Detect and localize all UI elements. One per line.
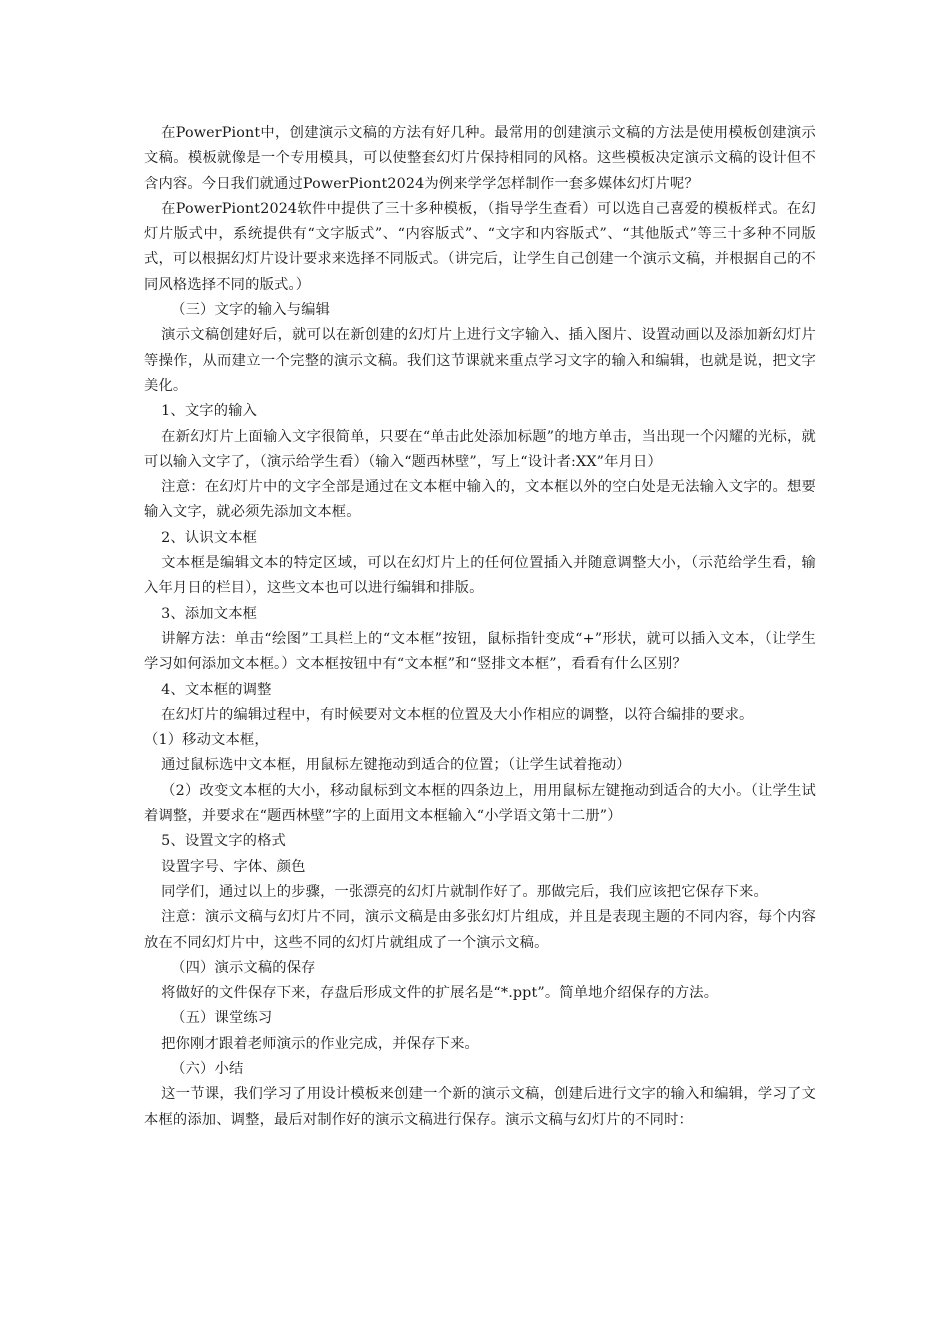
paragraph-move-textbox: 通过鼠标选中文本框，用鼠标左键拖动到适合的位置；（让学生试着拖动） bbox=[161, 757, 631, 774]
paragraph-practice: 把你刚才跟着老师演示的作业完成，并保存下来。 bbox=[161, 1035, 479, 1052]
section-heading-practice: （五）课堂练习 bbox=[171, 1010, 273, 1027]
paragraph-intro-templates: 在PowerPiont中，创建演示文稿的方法有好几种。最常用的创建演示文稿的方法是使用模板创建演示文稿。模板就像是一个专用模具，可以使整套幻灯片保持相同的风格。这些模板决定演示文稿的设计但不含内容。今日我们就通过PowerPiont2024为例来学学怎样制作一套多媒体幻灯片呢？ bbox=[144, 125, 816, 192]
paragraph-resize-textbox: （2）改变文本框的大小，移动鼠标到文本框的四条边上，用用鼠标左键拖动到适合的大小。（让学生试着调整，并要求在“题西林壁”字的上面用文本框输入“小学语文第十二册”） bbox=[144, 782, 816, 825]
subheading-adjust-textbox: 4、文本框的调整 bbox=[161, 681, 272, 698]
paragraph-note-textbox: 注意：在幻灯片中的文字全部是通过在文本框中输入的，文本框以外的空白处是无法输入文字的。想要输入文字，就必须先添加文本框。 bbox=[144, 479, 816, 521]
subheading-add-textbox: 3、添加文本框 bbox=[161, 605, 258, 622]
paragraph-template-layouts: 在PowerPiont2024软件中提供了三十多种模板，（指导学生查看）可以选自己喜爱的模板样式。在幻灯片版式中，系统提供有“文字版式”、“内容版式”、“文字和内容版式”、“其他版式”等三十多种不同版式，可以根据幻灯片设计要求来选择不同版式。（讲完后，让学生自己创建一个演示文稿，并根据自己的不同风格选择不同的版式。） bbox=[144, 200, 816, 293]
paragraph-text-input-intro: 演示文稿创建好后，就可以在新创建的幻灯片上进行文字输入、插入图片、设置动画以及添加新幻灯片等操作，从而建立一个完整的演示文稿。我们这节课就来重点学习文字的输入和编辑，也就是说，把文字美化。 bbox=[144, 327, 816, 394]
paragraph-adjust-intro: 在幻灯片的编辑过程中，有时候要对文本框的位置及大小作相应的调整，以符合编排的要求。 bbox=[161, 706, 754, 723]
paragraph-textbox-definition: 文本框是编辑文本的特定区域，可以在幻灯片上的任何位置插入并随意调整大小，（示范给学生看，输入年月日的栏目），这些文本也可以进行编辑和排版。 bbox=[144, 555, 816, 597]
subheading-text-input: 1、文字的输入 bbox=[161, 403, 258, 420]
paragraph-note-presentation: 注意：演示文稿与幻灯片不同，演示文稿是由多张幻灯片组成，并且是表现主题的不同内容，每个内容放在不同幻灯片中，这些不同的幻灯片就组成了一个演示文稿。 bbox=[144, 909, 816, 951]
section-heading-text-input: （三）文字的输入与编辑 bbox=[171, 302, 331, 319]
list-item-move-textbox: （1）移动文本框， bbox=[144, 732, 269, 749]
paragraph-summary: 这一节课，我们学习了用设计模板来创建一个新的演示文稿，创建后进行文字的输入和编辑，学习了文本框的添加、调整，最后对制作好的演示文稿进行保存。演示文稿与幻灯片的不同时： bbox=[144, 1086, 816, 1128]
subheading-text-format: 5、设置文字的格式 bbox=[161, 833, 286, 850]
paragraph-add-textbox-method: 讲解方法：单击“绘图”工具栏上的“文本框”按钮，鼠标指针变成“+”形状，就可以插入文本，（让学生学习如何添加文本框。）文本框按钮中有“文本框”和“竖排文本框”，看看有什么区别？ bbox=[144, 630, 816, 673]
subheading-know-textbox: 2、认识文本框 bbox=[161, 529, 258, 546]
paragraph-format-items: 设置字号、字体、颜色 bbox=[161, 858, 306, 875]
paragraph-text-input-how: 在新幻灯片上面输入文字很简单，只要在“单击此处添加标题”的地方单击，当出现一个闪耀的光标，就可以输入文字了，（演示给学生看）（输入“题西林壁”，写上“设计者:XX”年月日） bbox=[144, 428, 816, 470]
section-heading-save: （四）演示文稿的保存 bbox=[171, 959, 316, 976]
document-body bbox=[144, 121, 816, 1133]
section-heading-summary: （六）小结 bbox=[171, 1060, 244, 1077]
paragraph-save-method: 将做好的文件保存下来，存盘后形成文件的扩展名是“*.ppt”。简单地介绍保存的方法。 bbox=[161, 985, 719, 1002]
paragraph-save-prompt: 同学们，通过以上的步骤，一张漂亮的幻灯片就制作好了。那做完后，我们应该把它保存下来。 bbox=[161, 883, 768, 900]
